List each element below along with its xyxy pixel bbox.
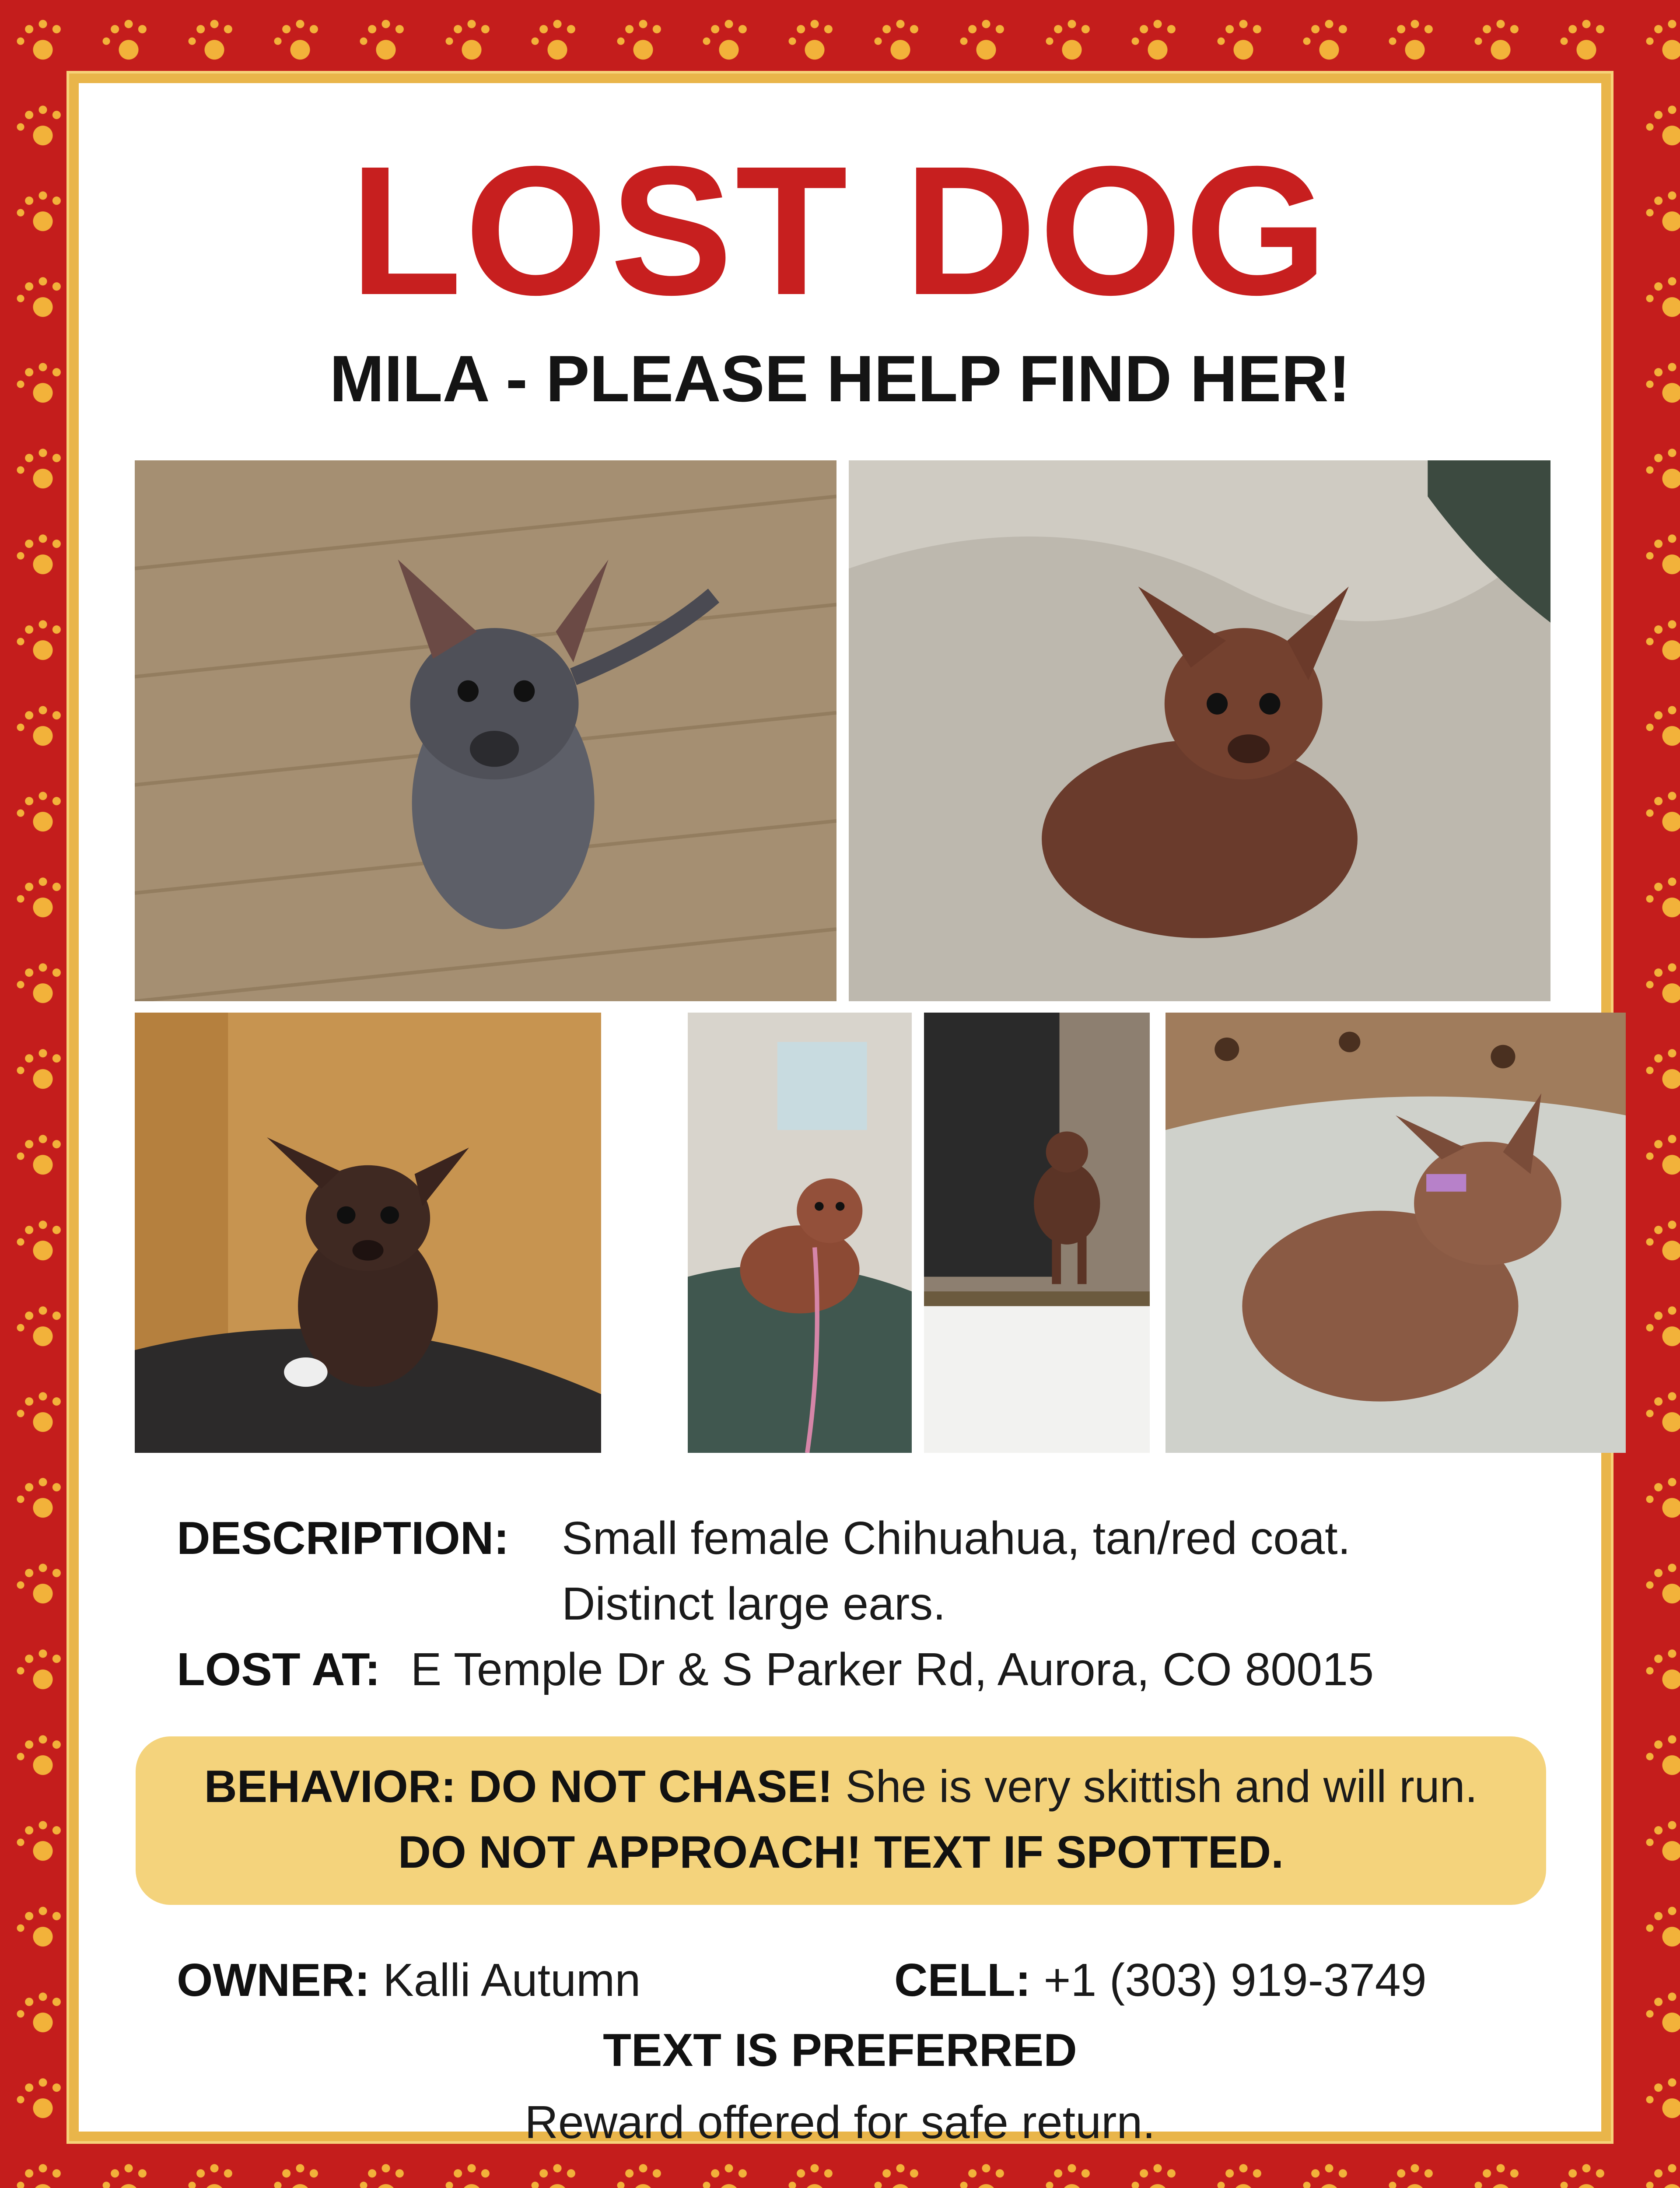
owner-name: Kalli Autumn	[383, 1954, 641, 2006]
cell-info	[894, 1947, 1427, 2013]
dog-by-basket-photo	[924, 1013, 1150, 1453]
flyer-frame	[69, 74, 1611, 2148]
reward-note: Reward offered for safe return.	[525, 2097, 1155, 2148]
description-line-1: Small female Chihuahua, tan/red coat.	[562, 1512, 1351, 1564]
dog-on-blanket-photo	[849, 460, 1550, 1001]
lost-at-value: E Temple Dr & S Parker Rd, Aurora, CO 80015	[410, 1644, 1374, 1695]
lost-at-section	[177, 1637, 1374, 1702]
dog-sleeping-photo	[1166, 1013, 1626, 1453]
lost-at-label: LOST AT:	[177, 1644, 381, 1695]
behavior-label: BEHAVIOR: DO NOT CHASE!	[204, 1761, 833, 1812]
flyer-subtitle: MILA - PLEASE HELP FIND HER!	[329, 342, 1351, 415]
behavior-line-2: DO NOT APPROACH! TEXT IF SPOTTED.	[398, 1827, 1284, 1878]
dog-on-wood-floor-photo	[135, 460, 836, 1001]
dog-on-chair-photo	[135, 1013, 601, 1453]
description-text	[562, 1505, 1524, 1637]
description-line-2: Distinct large ears.	[562, 1578, 946, 1630]
cell-number: +1 (303) 919-3749	[1043, 1954, 1427, 2006]
cell-label: CELL:	[894, 1954, 1031, 2006]
text-preferred-note: TEXT IS PREFERRED	[603, 2024, 1077, 2076]
flyer-content	[79, 83, 1601, 2148]
behavior-warning-box	[136, 1736, 1546, 1905]
owner-label: OWNER:	[177, 1954, 370, 2006]
dog-with-leash-photo	[688, 1013, 912, 1453]
behavior-text: She is very skittish and will run.	[845, 1761, 1478, 1812]
description-label: DESCRIPTION:	[177, 1512, 509, 1564]
owner-info	[177, 1947, 640, 2013]
flyer-title: LOST DOG	[350, 128, 1330, 333]
behavior-line-1	[136, 1756, 1546, 1817]
